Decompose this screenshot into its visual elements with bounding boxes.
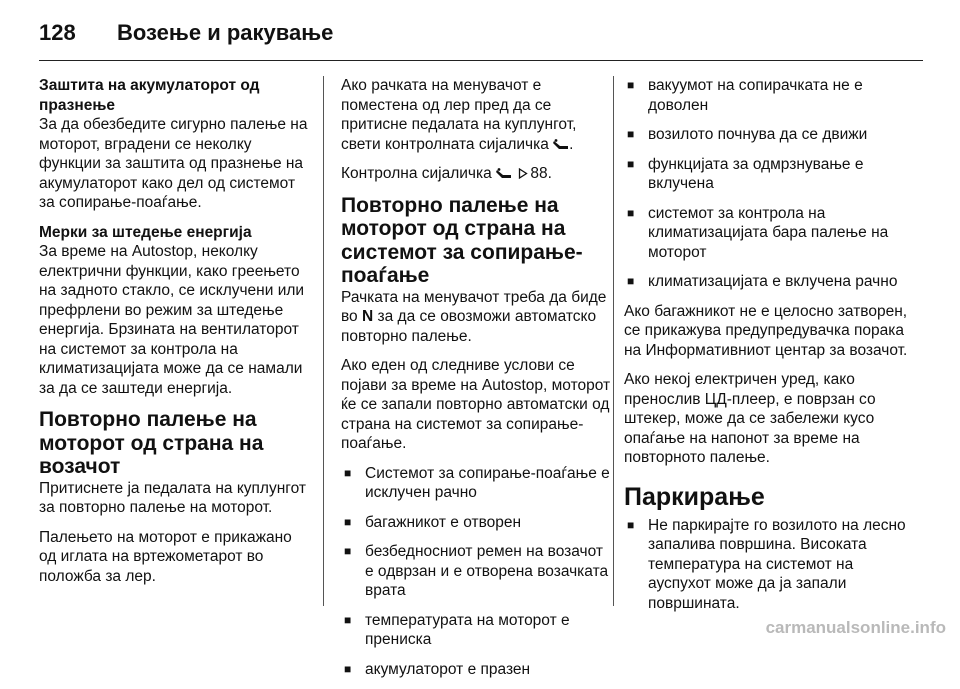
- list-item: ■ безбедносниот ремен на возачот е одврзан и е отворена возачката врата: [341, 542, 613, 601]
- driver-restart-heading: Повторно палење на моторот од страна на возачот: [39, 408, 264, 478]
- list-item: ■ возилото почнува да се движи: [624, 125, 920, 145]
- gear-lever-end: .: [569, 135, 574, 153]
- column-3: [624, 76, 920, 623]
- column-1: [39, 76, 311, 596]
- driver-restart-p1: Притиснете ја педалата на куплунгот за повторно палење на моторот.: [39, 479, 306, 516]
- conditions-intro: Ако еден од следниве услови се појави за време на Autostop, моторот ќе се запали повторно автоматски од страна на системот за сопирање-поаѓање.: [341, 357, 611, 452]
- autostop-lamp-icon: [553, 139, 569, 150]
- list-item: ■ функцијата за одмрзнување е вклучена: [624, 155, 920, 194]
- page-header: [39, 14, 923, 54]
- energy-saving-body: За време на Autostop, неколку електрични функции, како греењето на задното стакло, се исклучени или префрлени во режим за штедење енергија. Брзината на вентилаторот на системот за контрола на климатизацијата може да се намали за да се заштеди енергија.: [39, 243, 305, 397]
- autostop-lamp-icon: [496, 168, 512, 179]
- list-item: ■ багажникот е отворен: [341, 513, 613, 533]
- list-item: ■ Не паркирајте го возилото на лесно запалива површина. Високата температура на системот на ауспухот може да ја запали површината.: [624, 516, 920, 614]
- neutral-gear-letter: N: [362, 308, 374, 325]
- restart-conditions-list: [341, 464, 613, 680]
- list-item: ■ температурата на моторот е прениска: [341, 611, 613, 650]
- list-item: ■ Системот за сопирање-поаѓање е исклучен рачно: [341, 464, 613, 503]
- header-rule: [39, 60, 923, 61]
- column-2: [341, 76, 613, 689]
- neutral-text-a: Рачката на менувачот треба да биде во: [341, 288, 607, 325]
- control-lamp-ref-text: Контролна сијаличка: [341, 165, 492, 182]
- voltage-drop-paragraph: Ако некој електричен уред, како пренослив ЦД-плеер, е поврзан со штекер, може да се забележи кусо опаѓање на напонот за време на повторното палење.: [624, 371, 876, 466]
- neutral-paragraph: [341, 288, 613, 347]
- battery-protection-title: Заштита на акумулаторот од празнење: [39, 77, 260, 114]
- neutral-text-b: за да се овозможи автоматско повторно палење.: [341, 308, 597, 345]
- column-divider-2: [613, 76, 614, 606]
- gear-lever-paragraph: [341, 76, 613, 154]
- list-item: ■ системот за контрола на климатизацијата бара палење на моторот: [624, 204, 920, 263]
- control-lamp-ref-paragraph: [341, 164, 613, 184]
- list-item: ■ вакуумот на сопирачката не е доволен: [624, 76, 920, 115]
- page-number: 128: [39, 20, 76, 45]
- restart-conditions-list-cont: [624, 76, 920, 292]
- driver-restart-p2: Палењето на моторот е прикажано од иглата на вртежометарот во положба за лер.: [39, 528, 292, 585]
- system-restart-heading: Повторно палење на моторот од страна на системот за сопирање-поаѓање: [341, 193, 583, 287]
- watermark: carmanualsonline.info: [765, 618, 946, 637]
- gear-lever-text: Ако рачката на менувачот е поместена од лер пред да се притисне педалата на куплунгот, свети контролната сијаличка: [341, 77, 577, 153]
- parking-list: [624, 516, 920, 614]
- energy-saving-title: Мерки за штедење енергија: [39, 223, 252, 241]
- battery-protection-body: За да обезбедите сигурно палење на моторот, вградени се неколку функции за заштита од празнење на акумулаторот како дел од системот за сопирање-поаѓање.: [39, 116, 308, 211]
- trunk-warning-paragraph: Ако багажникот не е целосно затворен, се прикажува предупредувачка порака на Информативниот центар за возачот.: [624, 302, 908, 359]
- page-reference-arrow-icon: [518, 168, 528, 179]
- parking-heading: Паркирање: [624, 482, 765, 511]
- header-title: Возење и ракување: [117, 20, 334, 45]
- list-item: ■ акумулаторот е празен: [341, 660, 613, 680]
- list-item: ■ климатизацијата е вклучена рачно: [624, 272, 920, 292]
- column-divider-1: [323, 76, 324, 606]
- control-lamp-ref-page: 88.: [530, 165, 552, 182]
